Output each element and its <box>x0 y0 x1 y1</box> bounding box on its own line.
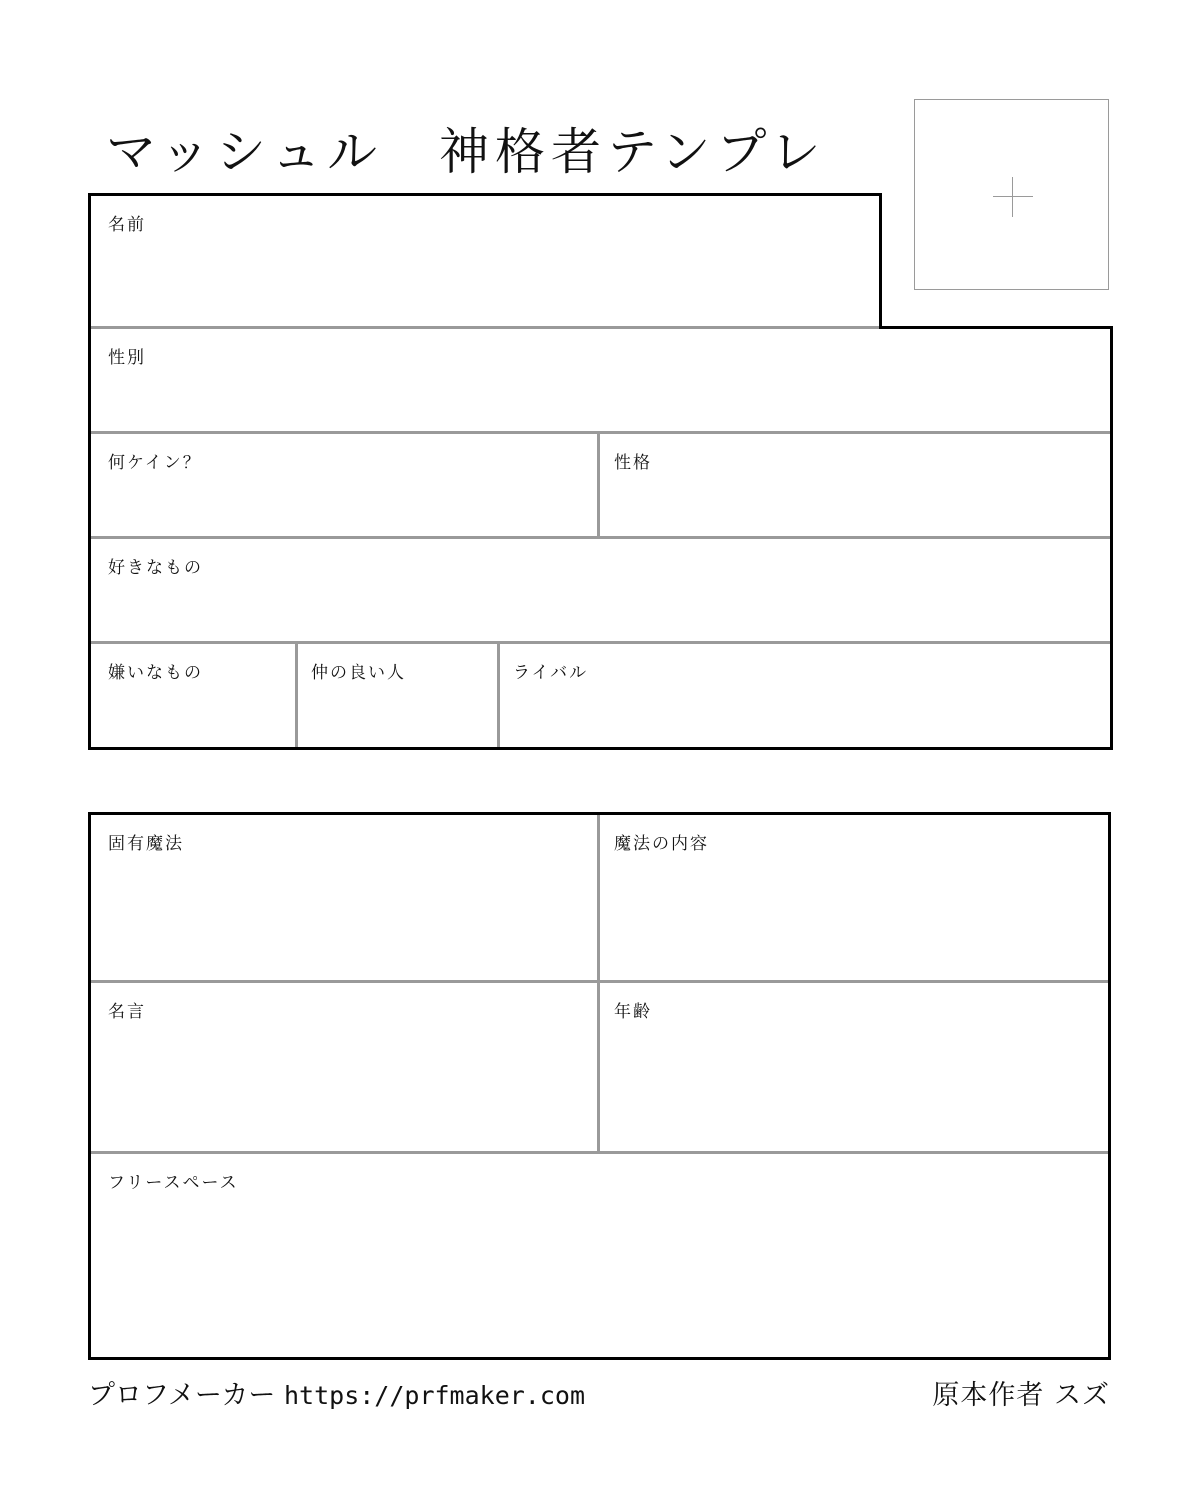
name-field[interactable] <box>91 196 879 326</box>
rival-label: ライバル <box>513 663 589 683</box>
rival-field[interactable] <box>500 644 1110 747</box>
page-title: マッシュル 神格者テンプレ <box>106 123 827 181</box>
personality-field[interactable] <box>600 434 1110 536</box>
photo-upload-box[interactable] <box>914 99 1109 290</box>
innate-magic-field[interactable] <box>91 815 597 980</box>
dislikes-field[interactable] <box>91 644 295 747</box>
age-label: 年齢 <box>614 1002 652 1022</box>
likes-field[interactable] <box>91 539 1110 641</box>
friends-label: 仲の良い人 <box>311 663 406 683</box>
gender-label: 性別 <box>108 348 146 368</box>
magic-content-label: 魔法の内容 <box>614 834 709 854</box>
quote-label: 名言 <box>108 1002 146 1022</box>
quote-field[interactable] <box>91 983 597 1151</box>
maker-label: プロフメーカー <box>88 1380 276 1411</box>
plus-icon <box>1012 177 1013 217</box>
age-field[interactable] <box>600 983 1108 1151</box>
free-space-field[interactable] <box>91 1154 1108 1357</box>
free-space-label: フリースペース <box>108 1173 239 1193</box>
gender-field[interactable] <box>91 329 1110 431</box>
name-label: 名前 <box>108 215 146 235</box>
dislikes-label: 嫌いなもの <box>108 663 203 683</box>
innate-magic-label: 固有魔法 <box>108 834 184 854</box>
cane-field[interactable] <box>91 434 597 536</box>
likes-label: 好きなもの <box>108 558 203 578</box>
personality-label: 性格 <box>614 453 652 473</box>
friends-field[interactable] <box>298 644 497 747</box>
maker-url-link[interactable]: https://prfmaker.com <box>283 1381 586 1410</box>
magic-content-field[interactable] <box>600 815 1108 980</box>
footer-credit <box>88 1373 585 1412</box>
cane-label: 何ケイン？ <box>108 453 202 473</box>
author-credit: 原本作者 スズ <box>932 1380 1110 1411</box>
